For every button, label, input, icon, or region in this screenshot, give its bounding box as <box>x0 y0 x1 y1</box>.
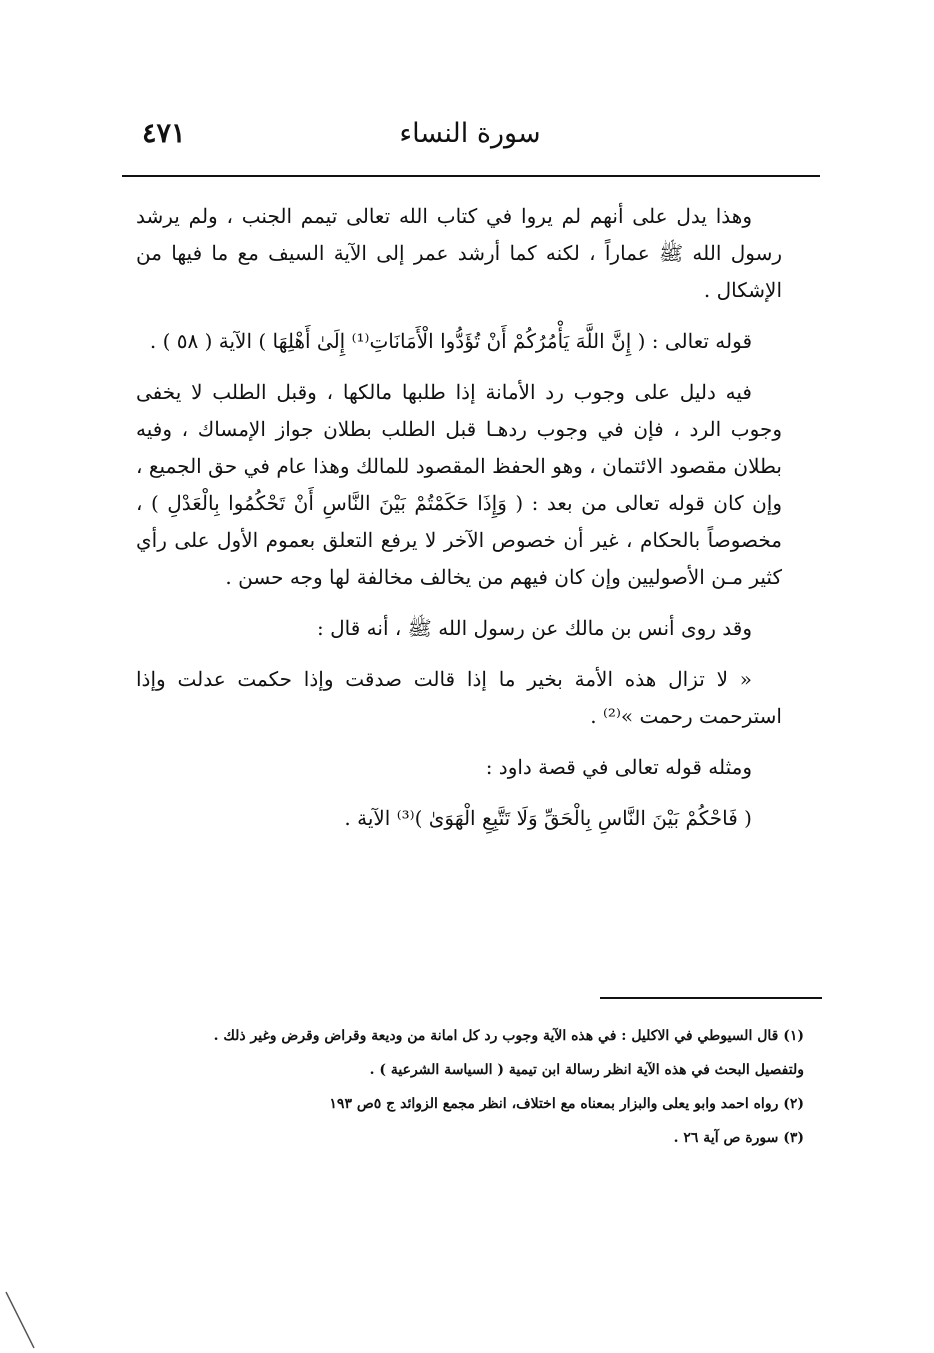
footnote-1: (١) قال السيوطي في الاكليل : في هذه الآية وجوب رد كل امانة من وديعة وقراض وقرض وغير ذلك . <box>213 1028 804 1044</box>
footnote-3: (٣) سورة ص آية ٢٦ . <box>673 1130 804 1146</box>
paragraph-amanah: فيه دليل على وجوب رد الأمانة إذا طلبها مالكها ، وقبل الطلب لا يخفى وجوب الرد ، فإن في وجوب ردهـا قبل الطلب بطلان جواز الإمساك ، وفيه بطلان مقصود الائتمان ، وهو الحفظ المقصود للمالك وهذا عام في حق الجميع ، وإن كان قوله تعالى من بعد : ( وَإِذَا حَكَمْتُمْ بَيْنَ النَّاسِ أَنْ تَحْكُمُوا بِالْعَدْلِ ) ، مخصوصاً بالحكام ، غير أن خصوص الآخر لا يرفع التعلق بعموم الأول على رأي كثير مـن الأصوليين وإن كان فيهم من يخالف مخالفة لها وجه حسن . <box>136 380 782 589</box>
header-rule <box>122 175 820 177</box>
running-title: سورة النساء <box>399 118 541 149</box>
paragraph-anas-narration: وقد روى أنس بن مالك عن رسول الله ﷺ ، أنه قال : <box>317 616 752 640</box>
paragraph-tayammum: وهذا يدل على أنهم لم يروا في كتاب الله تعالى تيمم الجنب ، ولم يرشد رسول الله ﷺ عماراً ، لكنه كما أرشد عمر إلى الآية السيف مع ما فيها من الإشكال . <box>136 204 782 302</box>
scan-edge-mark <box>4 1290 44 1350</box>
footnote-1-continued: ولتفصيل البحث في هذه الآية انظر رسالة ابن تيمية ( السياسة الشرعية ) . <box>369 1062 804 1078</box>
paragraph-hadith: « لا تزال هذه الأمة بخير ما إذا قالت صدقت وإذا حكمت عدلت وإذا استرحمت رحمت »⁽²⁾ . <box>136 667 782 728</box>
page-header <box>120 112 820 162</box>
footnote-2: (٢) رواه احمد وابو يعلى والبزار بمعناه مع اختلاف، انظر مجمع الزوائد ج ٥ص ١٩٣ <box>329 1096 804 1112</box>
footnotes <box>128 1022 804 1158</box>
paragraph-verse-58: قوله تعالى : ( إِنَّ اللَّهَ يَأْمُرُكُمْ أَنْ تُؤَدُّوا الْأَمَانَاتِ⁽¹⁾ إِلَىٰ أَهْلِهَا ) الآية ( ٥٨ ) . <box>149 329 752 353</box>
footnote-rule <box>600 997 822 999</box>
paragraph-dawud: ومثله قوله تعالى في قصة داود : <box>485 755 752 779</box>
main-text <box>136 198 782 851</box>
page-number: ٤٧١ <box>142 118 186 149</box>
paragraph-dawud-verse: ( فَاحْكُمْ بَيْنَ النَّاسِ بِالْحَقِّ وَلَا تَتَّبِعِ الْهَوَىٰ )⁽³⁾ الآية . <box>344 806 752 830</box>
